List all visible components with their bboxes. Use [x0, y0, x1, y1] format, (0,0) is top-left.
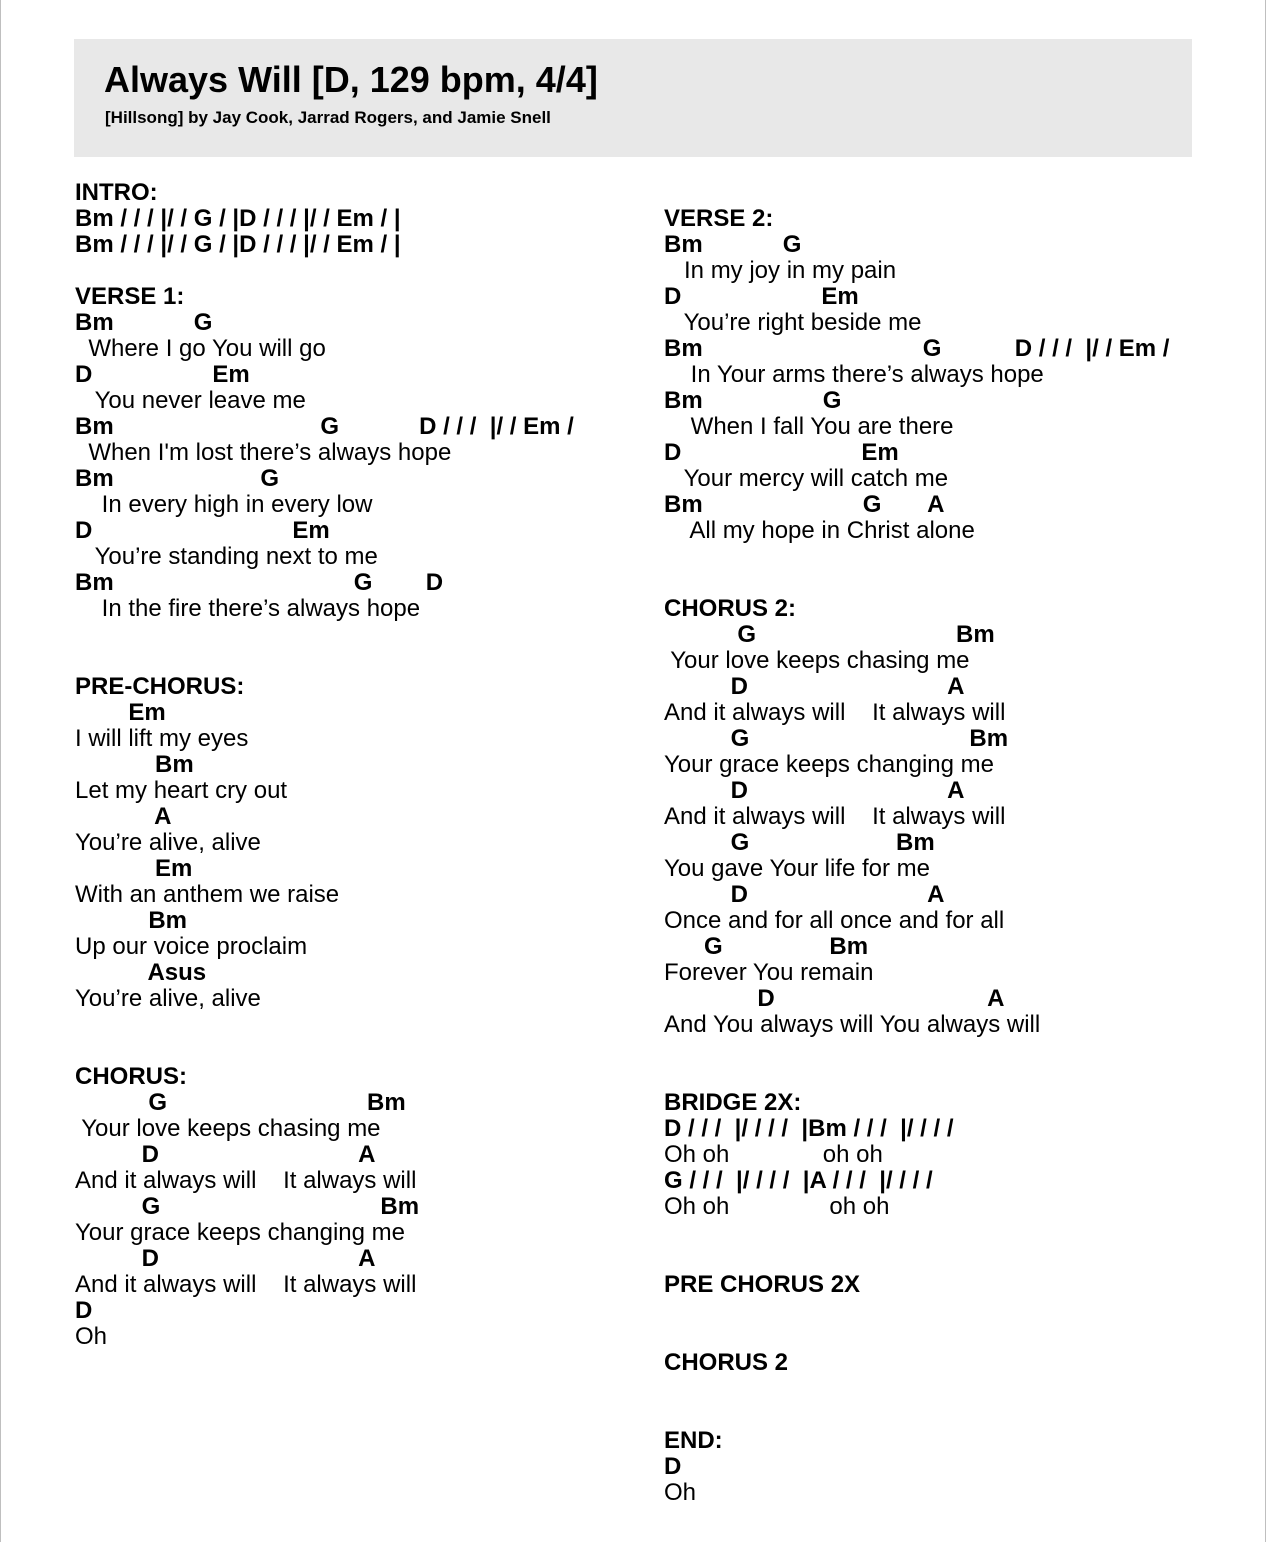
- chord-line: A: [75, 803, 172, 830]
- lyric-line: Oh: [664, 1479, 697, 1506]
- chord-line: D A: [664, 673, 965, 700]
- lyric-line: When I'm lost there’s always hope: [75, 439, 452, 466]
- lyric-line: Your grace keeps changing me: [664, 751, 994, 778]
- chord-line: D A: [664, 881, 945, 908]
- chord-line: D A: [664, 985, 1005, 1012]
- chord-line: Bm G: [664, 387, 842, 414]
- lyric-line: In the fire there’s always hope: [75, 595, 421, 622]
- lyric-line: I will lift my eyes: [75, 725, 249, 752]
- chord-line: VERSE 2:: [664, 205, 774, 232]
- lyric-line: You never leave me: [75, 387, 306, 414]
- chord-line: PRE CHORUS 2X: [664, 1271, 861, 1298]
- chord-line: BRIDGE 2X:: [664, 1089, 802, 1116]
- chord-line: Bm G D / / / |/ / Em /: [75, 413, 574, 440]
- chord-line: G Bm: [664, 725, 1009, 752]
- lyric-line: Your grace keeps changing me: [75, 1219, 405, 1246]
- song-header: [74, 39, 1192, 157]
- lyric-line: Oh oh oh oh: [664, 1193, 890, 1220]
- chord-line: Bm / / / |/ / G / |D / / / |/ / Em / |: [75, 231, 401, 258]
- chord-line: Asus: [75, 959, 207, 986]
- song-credits: [Hillsong] by Jay Cook, Jarrad Rogers, and Jamie Snell: [105, 108, 551, 127]
- chord-line: D A: [664, 777, 965, 804]
- lyric-line: Oh: [75, 1323, 108, 1350]
- lyric-line: And You always will You always will: [664, 1011, 1041, 1038]
- lyric-line: And it always will It always will: [664, 699, 1006, 726]
- page-edge-left: [0, 0, 1, 1542]
- chord-line: Bm G D: [75, 569, 444, 596]
- chord-line: D Em: [664, 439, 899, 466]
- chord-line: D A: [75, 1141, 376, 1168]
- lyric-line: And it always will It always will: [75, 1167, 417, 1194]
- lyric-line: Let my heart cry out: [75, 777, 288, 804]
- chord-line: D Em: [664, 283, 859, 310]
- lyric-line: You gave Your life for me: [664, 855, 930, 882]
- chord-line: Bm / / / |/ / G / |D / / / |/ / Em / |: [75, 205, 401, 232]
- chord-line: PRE-CHORUS:: [75, 673, 245, 700]
- chord-line: D A: [75, 1245, 376, 1272]
- chord-line: Bm G: [664, 231, 802, 258]
- chord-line: CHORUS:: [75, 1063, 187, 1090]
- lyric-line: Up our voice proclaim: [75, 933, 308, 960]
- lyric-line: When I fall You are there: [664, 413, 954, 440]
- lyric-line: And it always will It always will: [75, 1271, 417, 1298]
- song-title: Always Will [D, 129 bpm, 4/4]: [104, 59, 598, 100]
- chord-line: G / / / |/ / / / |A / / / |/ / / /: [664, 1167, 933, 1194]
- lyric-line: Once and for all once and for all: [664, 907, 1005, 934]
- lyric-line: With an anthem we raise: [75, 881, 340, 908]
- chord-line: Em: [75, 855, 193, 882]
- lyric-line: Your mercy will catch me: [664, 465, 949, 492]
- lyric-line: You’re alive, alive: [75, 985, 261, 1012]
- chord-line: Bm G A: [664, 491, 945, 518]
- chord-line: D Em: [75, 361, 250, 388]
- chord-line: CHORUS 2:: [664, 595, 797, 622]
- chord-line: G Bm: [664, 829, 935, 856]
- lyric-line: You’re standing next to me: [75, 543, 378, 570]
- chord-line: Bm: [75, 907, 188, 934]
- chord-line: D Em: [75, 517, 330, 544]
- chord-line: D / / / |/ / / / |Bm / / / |/ / / /: [664, 1115, 954, 1142]
- lyric-line: All my hope in Christ alone: [664, 517, 975, 544]
- lyric-line: In Your arms there’s always hope: [664, 361, 1044, 388]
- lyric-line: Forever You remain: [664, 959, 874, 986]
- lyric-line: Where I go You will go: [75, 335, 326, 362]
- chord-line: VERSE 1:: [75, 283, 185, 310]
- chord-line: INTRO:: [75, 179, 158, 206]
- lyric-line: In my joy in my pain: [664, 257, 897, 284]
- chord-line: D: [75, 1297, 93, 1324]
- chord-line: G Bm: [664, 621, 995, 648]
- lyric-line: Your love keeps chasing me: [664, 647, 970, 674]
- lyric-line: And it always will It always will: [664, 803, 1006, 830]
- page-edge-right: [1265, 0, 1266, 1542]
- chord-line: D: [664, 1453, 682, 1480]
- chord-line: Bm G: [75, 465, 280, 492]
- lyric-line: You’re alive, alive: [75, 829, 261, 856]
- chord-line: G Bm: [664, 933, 869, 960]
- chord-line: G Bm: [75, 1193, 420, 1220]
- chord-line: Em: [75, 699, 166, 726]
- lyric-line: You’re right beside me: [664, 309, 922, 336]
- lyric-line: In every high in every low: [75, 491, 373, 518]
- chord-line: G Bm: [75, 1089, 406, 1116]
- chord-line: CHORUS 2: [664, 1349, 789, 1376]
- chord-line: Bm G D / / / |/ / Em /: [664, 335, 1170, 362]
- lyric-line: Oh oh oh oh: [664, 1141, 883, 1168]
- lyric-line: Your love keeps chasing me: [75, 1115, 381, 1142]
- chord-line: Bm G: [75, 309, 213, 336]
- chord-line: END:: [664, 1427, 723, 1454]
- chord-line: Bm: [75, 751, 194, 778]
